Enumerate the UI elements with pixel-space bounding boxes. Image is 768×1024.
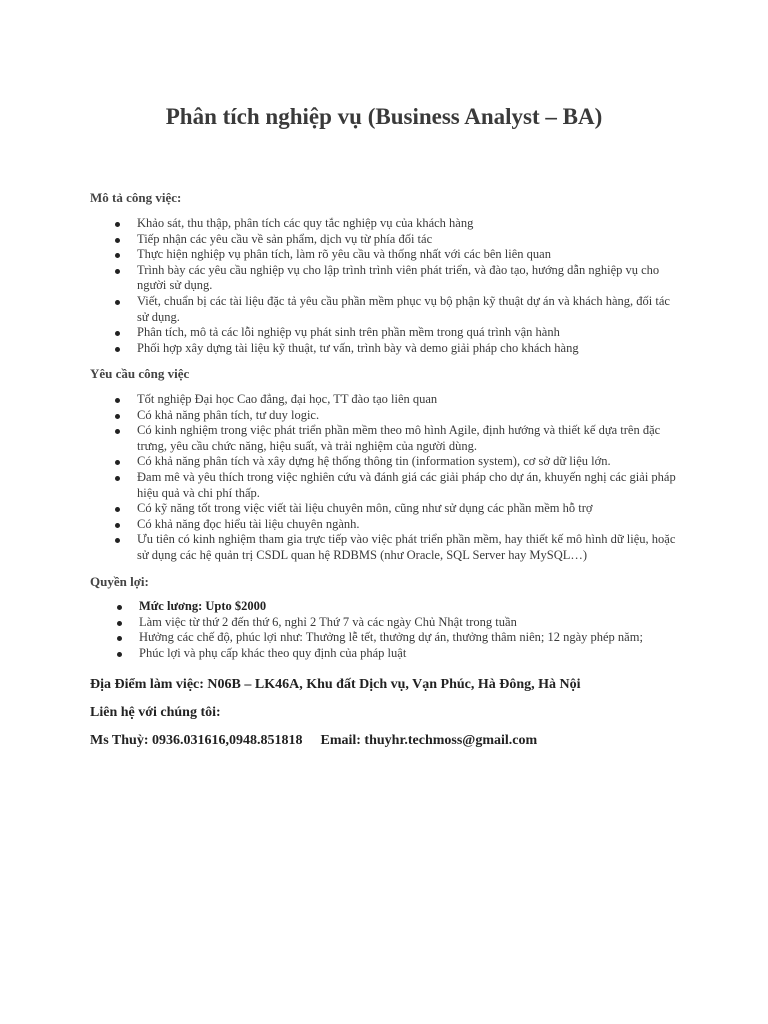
bullet-icon bbox=[115, 414, 120, 419]
benefits-heading: Quyền lợi: bbox=[90, 574, 149, 589]
benefits-list bbox=[139, 599, 679, 661]
bullet-icon bbox=[117, 621, 122, 626]
job-description-list bbox=[137, 216, 677, 356]
list-item bbox=[139, 599, 679, 615]
contact-details bbox=[90, 732, 537, 750]
bullet-icon bbox=[115, 300, 120, 305]
contact-email: Email: thuyhr.techmoss@gmail.com bbox=[320, 733, 538, 748]
salary-text: Mức lương: Upto $2000 bbox=[139, 599, 267, 613]
list-item: Tốt nghiệp Đại học Cao đẳng, đại học, TT đào tạo liên quan bbox=[137, 392, 677, 408]
bullet-icon bbox=[115, 222, 120, 227]
list-item: Có khả năng phân tích, tư duy logic. bbox=[137, 408, 677, 424]
list-item: Khảo sát, thu thập, phân tích các quy tắc nghiệp vụ của khách hàng bbox=[137, 216, 677, 232]
list-item: Ưu tiên có kinh nghiệm tham gia trực tiếp vào việc phát triển phần mềm, hay thiết kế mô hình dữ liệu, hoặc sử dụng các hệ quản trị CSDL quan hệ RDBMS (như Oracle, SQL Server hay MySQL…) bbox=[137, 532, 677, 563]
bullet-icon bbox=[115, 538, 120, 543]
job-requirements-heading: Yêu cầu công việc bbox=[90, 366, 190, 381]
list-item: Phối hợp xây dựng tài liệu kỹ thuật, tư vấn, trình bày và demo giải pháp cho khách hàng bbox=[137, 341, 677, 357]
bullet-icon bbox=[117, 636, 122, 641]
work-location: Địa Điểm làm việc: N06B – LK46A, Khu đất Dịch vụ, Vạn Phúc, Hà Đông, Hà Nội bbox=[90, 677, 581, 692]
list-item: Có kỹ năng tốt trong việc viết tài liệu chuyên môn, cũng như sử dụng các phần mềm hỗ trợ bbox=[137, 501, 677, 517]
page-title: Phân tích nghiệp vụ (Business Analyst – BA) bbox=[165, 104, 603, 129]
list-item: Trình bày các yêu cầu nghiệp vụ cho lập trình trình viên phát triển, và đào tạo, hướng dẫn nghiệp vụ cho người sử dụng. bbox=[108, 263, 677, 294]
bullet-icon bbox=[115, 429, 120, 434]
bullet-icon bbox=[115, 507, 120, 512]
list-item: Có khả năng đọc hiểu tài liệu chuyên ngành. bbox=[137, 517, 677, 533]
list-item: Viết, chuẩn bị các tài liệu đặc tả yêu cầu phần mềm phục vụ bộ phận kỹ thuật dự án và khách hàng, đối tác sử dụng. bbox=[108, 294, 677, 325]
list-item: Làm việc từ thứ 2 đến thứ 6, nghỉ 2 Thứ 7 và các ngày Chủ Nhật trong tuần bbox=[139, 615, 679, 631]
bullet-icon bbox=[115, 476, 120, 481]
contact-heading: Liên hệ với chúng tôi: bbox=[90, 705, 221, 720]
bullet-icon bbox=[117, 652, 122, 657]
bullet-icon bbox=[115, 331, 120, 336]
list-item: Đam mê và yêu thích trong việc nghiên cứu và đánh giá các giải pháp cho dự án, khuyến nghị các giải pháp hiệu quả và chi phí thấp. bbox=[137, 470, 677, 501]
list-item: Phân tích, mô tả các lỗi nghiệp vụ phát sinh trên phần mềm trong quá trình vận hành bbox=[137, 325, 677, 341]
contact-person: Ms Thuỳ: 0936.031616,0948.851818 bbox=[90, 733, 303, 748]
list-item: Tiếp nhận các yêu cầu về sản phẩm, dịch vụ từ phía đối tác bbox=[137, 232, 677, 248]
list-item: Có kinh nghiệm trong việc phát triển phần mềm theo mô hình Agile, định hướng và thiết kế dựa trên đặc trưng, yêu cầu chức năng, hiệu suất, và trải nghiệm của người dùng. bbox=[137, 423, 677, 454]
bullet-icon bbox=[115, 347, 120, 352]
bullet-icon bbox=[117, 605, 122, 610]
bullet-icon bbox=[115, 253, 120, 258]
job-description-heading: Mô tả công việc: bbox=[90, 190, 182, 205]
list-item: Hưởng các chế độ, phúc lợi như: Thưởng lễ tết, thưởng dự án, thưởng thâm niên; 12 ngày phép năm; bbox=[139, 630, 679, 646]
list-item: Có khả năng phân tích và xây dựng hệ thống thông tin (information system), cơ sở dữ liệu lớn. bbox=[137, 454, 677, 470]
bullet-icon bbox=[115, 238, 120, 243]
bullet-icon bbox=[115, 269, 120, 274]
bullet-icon bbox=[115, 460, 120, 465]
bullet-icon bbox=[115, 523, 120, 528]
list-item: Thực hiện nghiệp vụ phân tích, làm rõ yêu cầu và thống nhất với các bên liên quan bbox=[137, 247, 677, 263]
job-requirements-list bbox=[137, 392, 677, 564]
list-item: Phúc lợi và phụ cấp khác theo quy định của pháp luật bbox=[139, 646, 679, 662]
bullet-icon bbox=[115, 398, 120, 403]
